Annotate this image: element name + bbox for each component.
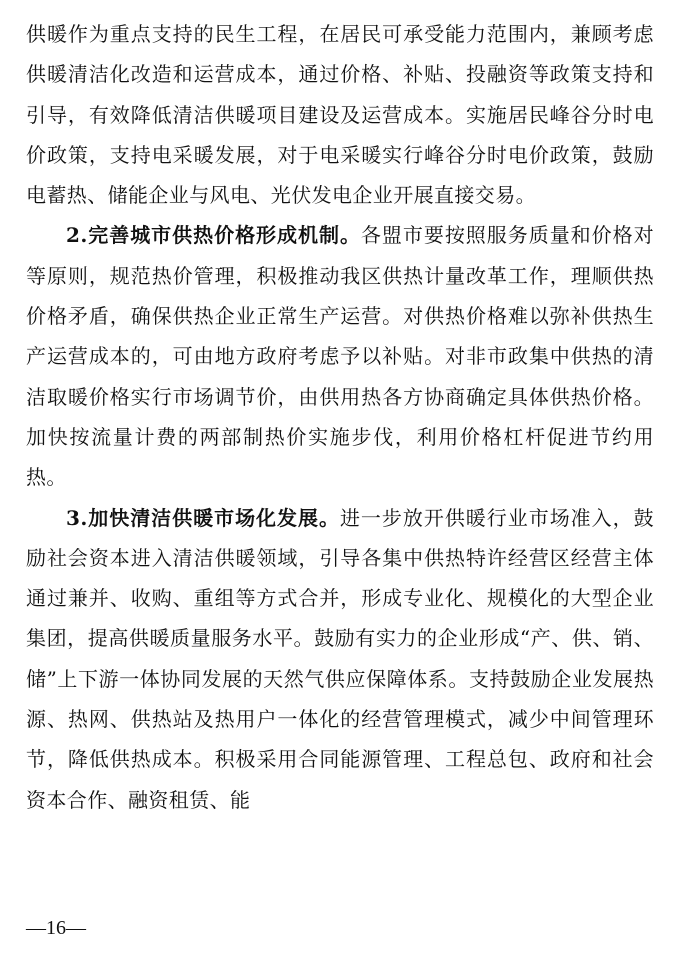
page-number: —16— [26,917,86,939]
paragraph-2-text: 各盟市要按照服务质量和价格对等原则，规范热价管理，积极推动我区供热计量改革工作，理顺供热价格矛盾，确保供热企业正常生产运营。对供热价格难以弥补供热生产运营成本的，可由地方政府考虑予以补贴。对非市政集中供热的清洁取暖价格实行市场调节价，由供用热各方协商确定具体供热价格。加快按流量计费的两部制热价实施步伐，利用价格杠杆促进节约用热。 [26,223,654,490]
paragraph-2 [26,215,654,497]
paragraph-1 [26,14,654,215]
paragraph-3-heading: 3.加快清洁供暖市场化发展。 [66,505,340,530]
paragraph-2-heading: 2.完善城市供热价格形成机制。 [66,223,361,248]
paragraph-3-text: 进一步放开供暖行业市场准入，鼓励社会资本进入清洁供暖领域，引导各集中供热特许经营区经营主体通过兼并、收购、重组等方式合并，形成专业化、规模化的大型企业集团，提高供暖质量服务水平。鼓励有实力的企业形成“产、供、销、储”上下游一体协同发展的天然气供应保障体系。支持鼓励企业发展热源、热网、供热站及热用户一体化的经营管理模式，减少中间管理环节，降低供热成本。积极采用合同能源管理、工程总包、政府和社会资本合作、融资租赁、能 [26,505,654,812]
paragraph-3 [26,498,654,820]
document-body [26,14,654,820]
paragraph-1-text: 供暖作为重点支持的民生工程，在居民可承受能力范围内，兼顾考虑供暖清洁化改造和运营成本，通过价格、补贴、投融资等政策支持和引导，有效降低清洁供暖项目建设及运营成本。实施居民峰谷分时电价政策，支持电采暖发展，对于电采暖实行峰谷分时电价政策，鼓励电蓄热、储能企业与风电、光伏发电企业开展直接交易。 [26,22,654,208]
